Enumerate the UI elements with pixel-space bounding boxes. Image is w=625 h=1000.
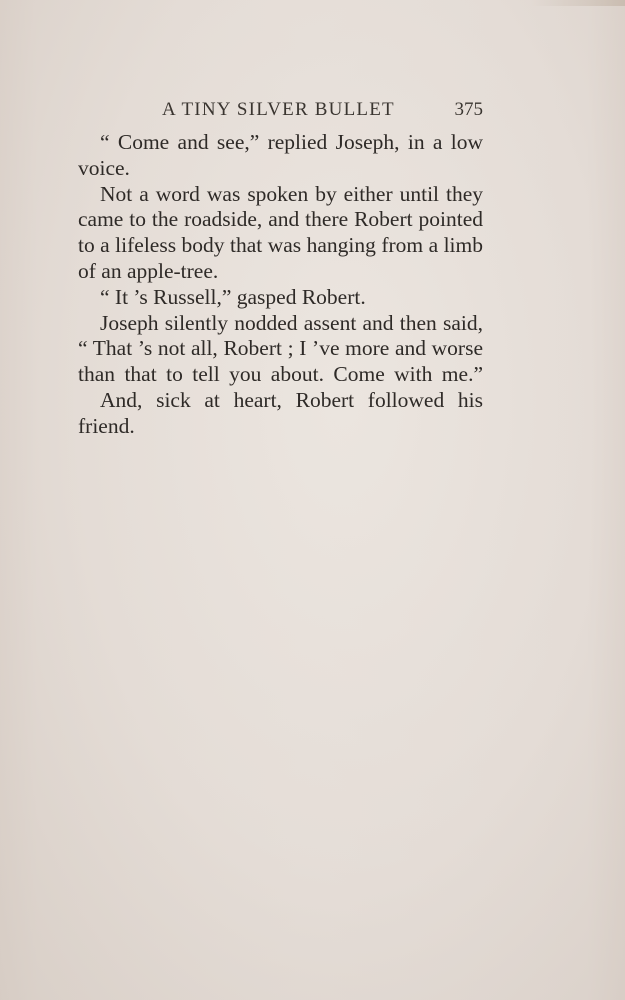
text-line: came to the roadside, and there Robert pointed [78, 207, 483, 232]
page-header [78, 99, 483, 125]
text-line: And, sick at heart, Robert followed his [100, 387, 483, 412]
text-line: Joseph silently nodded assent and then said, [100, 310, 483, 335]
text-line: “ Come and see,” replied Joseph, in a low [100, 130, 483, 154]
page-number: 375 [454, 99, 483, 120]
text-line: of an apple-tree. [78, 258, 219, 283]
text-line: “ That ’s not all, Robert ; I ’ve more and worse [78, 336, 483, 361]
text-line: than that to tell you about. Come with me.” [78, 362, 483, 387]
running-title: A TINY SILVER BULLET [162, 99, 395, 120]
text-line: friend. [78, 413, 135, 438]
body-text [78, 130, 483, 440]
text-line: “ It ’s Russell,” gasped Robert. [100, 284, 366, 309]
text-line: voice. [78, 155, 130, 180]
text-line: to a lifeless body that was hanging from a limb [78, 233, 483, 258]
text-line: Not a word was spoken by either until they [100, 181, 483, 206]
page-edge-shadow [530, 0, 625, 6]
